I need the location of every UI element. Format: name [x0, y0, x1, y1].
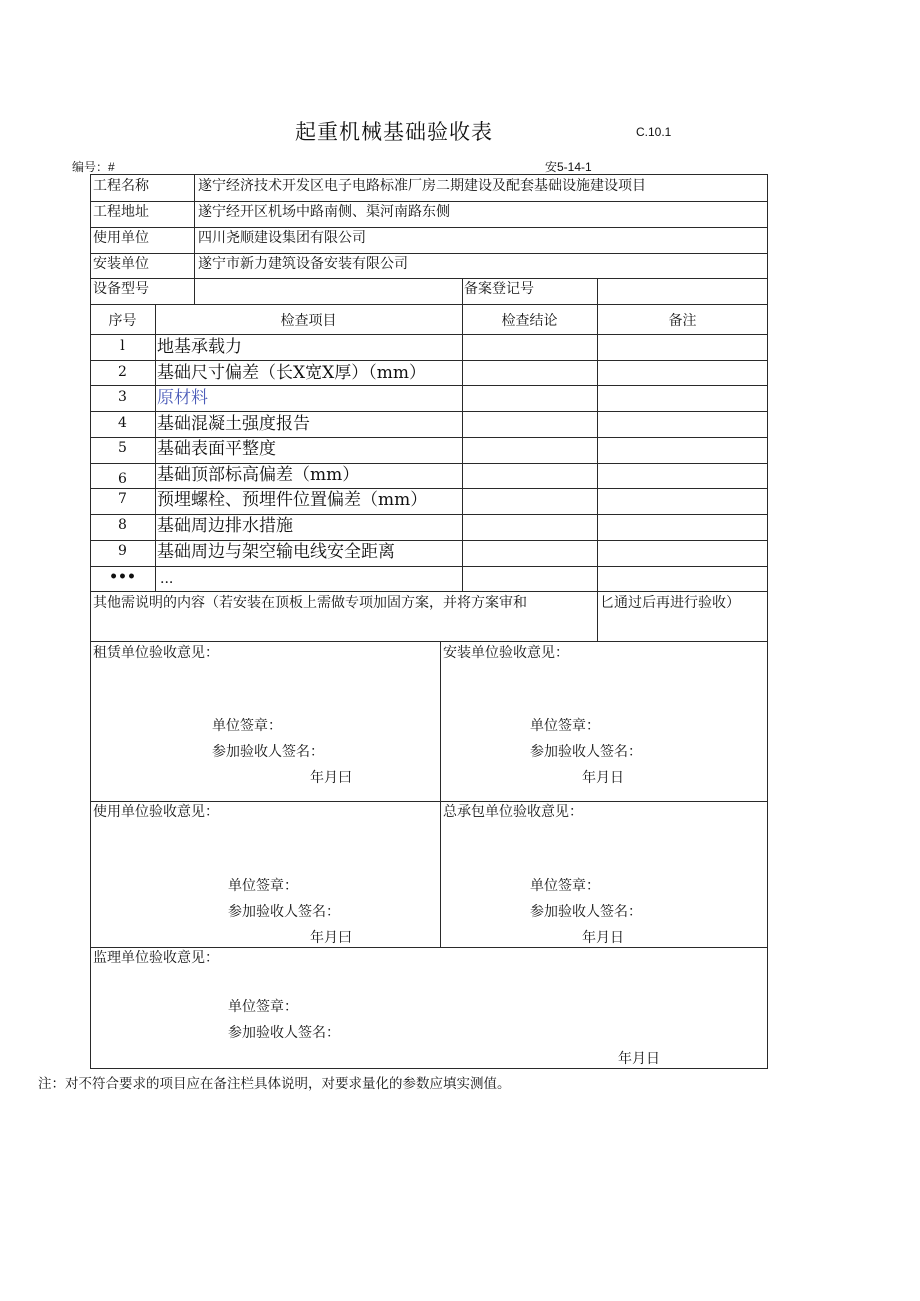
user-date-label: 年月曰: [310, 930, 352, 946]
row-item: 基础混凝土强度报告: [157, 414, 310, 434]
lessor-seal-label: 单位签章：: [212, 718, 282, 734]
row-no: l: [120, 338, 125, 354]
supervisor-sign-label: 参加验收人签名：: [228, 1025, 340, 1041]
header-no: 序号: [108, 313, 137, 329]
equipment-model-label: 设备型号: [93, 281, 149, 297]
row-no: 3: [118, 389, 127, 405]
lessor-sign-label: 参加验收人签名：: [212, 744, 324, 760]
inspection-form: [90, 174, 768, 1069]
row-no: 4: [118, 415, 127, 431]
installer-seal-label: 单位签章：: [530, 718, 600, 734]
user-opinion-title: 使用单位验收意见：: [93, 804, 219, 820]
installer-sign-label: 参加验收人签名：: [530, 744, 642, 760]
row-item: 基础尺寸偏差（长X宽X厚）（mm）: [157, 363, 426, 383]
project-address-label: 工程地址: [93, 204, 149, 220]
header-item: 检查项目: [280, 313, 337, 329]
form-number-right: 安5-14-1: [545, 160, 592, 174]
user-sign-label: 参加验收人签名：: [228, 904, 340, 920]
row-no: •••: [109, 569, 136, 585]
other-notes-tail: 匕通过后再进行验收）: [600, 595, 740, 611]
contractor-opinion-title: 总承包单位验收意见：: [443, 804, 583, 820]
user-unit-value: 四川尧顺建设集团有限公司: [198, 230, 366, 246]
footnote: 注：对不符合要求的项目应在备注栏具体说明，对要求量化的参数应填实测值。: [38, 1076, 511, 1092]
header-result: 检查结论: [501, 313, 558, 329]
row-item: 基础表面平整度: [157, 439, 276, 459]
row-item: 地基承载力: [157, 337, 242, 357]
row-no: 8: [118, 517, 127, 533]
lessor-date-label: 年月曰: [310, 770, 352, 786]
lessor-opinion-title: 租赁单位验收意见：: [93, 645, 219, 661]
install-unit-value: 遂宁市新力建筑设备安装有限公司: [198, 256, 408, 272]
user-unit-label: 使用单位: [93, 230, 149, 246]
project-name-value: 遂宁经济技术开发区电子电路标准厂房二期建设及配套基础设施建设项目: [198, 178, 646, 194]
row-no: 7: [118, 491, 127, 507]
row-no: 5: [118, 440, 127, 456]
supervisor-seal-label: 单位签章：: [228, 999, 298, 1015]
project-name-label: 工程名称: [93, 178, 149, 194]
contractor-sign-label: 参加验收人签名：: [530, 904, 642, 920]
contractor-date-label: 年月日: [582, 930, 624, 946]
registration-label: 备案登记号: [464, 281, 534, 297]
row-item: 预埋螺栓、预埋件位置偏差（mm）: [157, 490, 428, 510]
page-title: 起重机械基础验收表: [295, 120, 493, 144]
row-no: 6: [118, 471, 127, 487]
user-seal-label: 单位签章：: [228, 878, 298, 894]
header-remark: 备注: [668, 313, 697, 329]
install-unit-label: 安装单位: [93, 256, 149, 272]
project-address-value: 遂宁经开区机场中路南侧、渠河南路东侧: [198, 204, 450, 220]
row-no: 2: [118, 364, 127, 380]
row-item: ...: [160, 571, 174, 587]
supervisor-date-label: 年月日: [618, 1051, 660, 1067]
installer-opinion-title: 安装单位验收意见：: [443, 645, 569, 661]
row-item: 基础周边排水措施: [157, 516, 293, 536]
installer-date-label: 年月日: [582, 770, 624, 786]
other-notes-text: 其他需说明的内容（若安装在顶板上需做专项加固方案，并将方案审和: [93, 595, 527, 611]
contractor-seal-label: 单位签章：: [530, 878, 600, 894]
row-item: 基础周边与架空输电线安全距离: [157, 542, 395, 562]
row-item: 基础顶部标高偏差（mm）: [157, 465, 360, 485]
supervisor-opinion-title: 监理单位验收意见：: [93, 950, 219, 966]
row-no: 9: [118, 543, 127, 559]
row-item: 原材料: [157, 388, 208, 408]
form-code: C.10.1: [636, 125, 672, 139]
form-number: 编号：#: [72, 160, 115, 174]
